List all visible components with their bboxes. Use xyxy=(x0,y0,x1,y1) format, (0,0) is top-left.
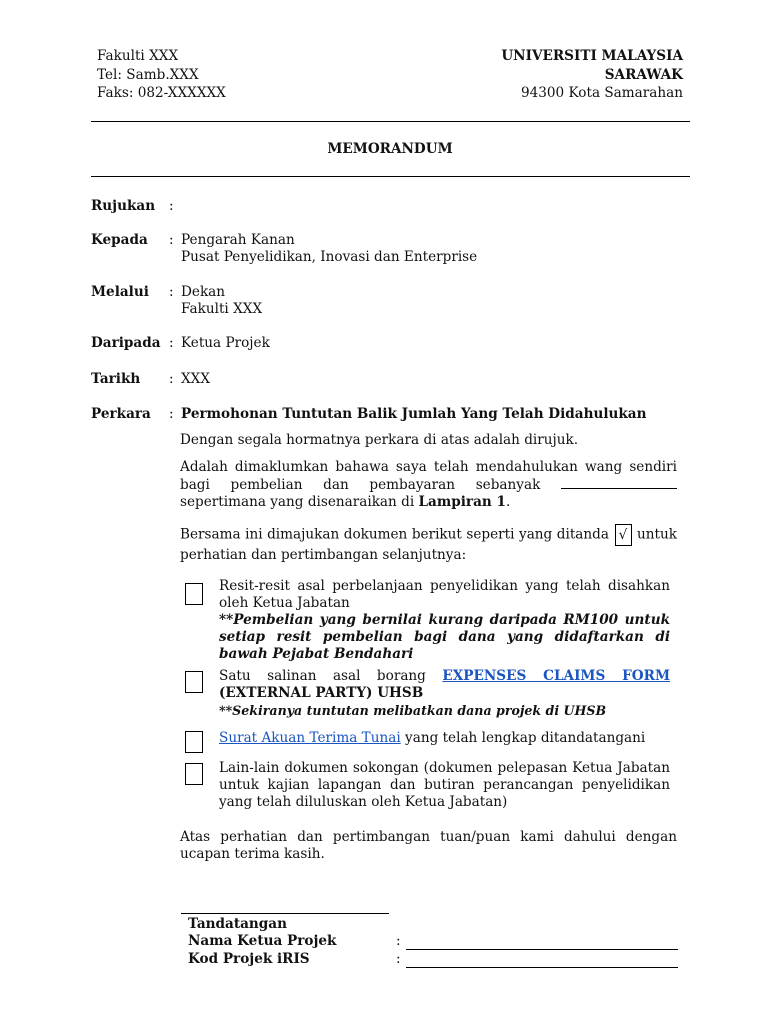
checkbox-cash-receipt[interactable] xyxy=(185,731,203,753)
university-address-block xyxy=(501,47,683,103)
kepada-value xyxy=(181,232,477,266)
intro-paragraph: Dengan segala hormatnya perkara di atas adalah dirujuk. xyxy=(180,432,579,448)
checklist-item-other-docs: Lain-lain dokumen sokongan (dokumen pelepasan Ketua Jabatan untuk kajian lapangan dan butiran perancangan penyelidikan yang telah diluluskan oleh Ketua Jabatan) xyxy=(219,760,670,810)
daripada-colon: : xyxy=(169,335,174,351)
tarikh-value: XXX xyxy=(181,371,211,387)
melalui-line: Fakulti XXX xyxy=(181,301,263,317)
documents-paragraph xyxy=(180,524,677,564)
checklist-item-receipts xyxy=(219,578,670,663)
daripada-label: Daripada xyxy=(91,335,161,351)
checkbox-receipts[interactable] xyxy=(185,583,203,605)
advance-paragraph xyxy=(180,459,677,511)
lampiran-ref: Lampiran 1 xyxy=(418,494,506,510)
expenses-text: Satu salinan asal borang xyxy=(219,668,426,684)
kepada-line: Pusat Penyelidikan, Inovasi dan Enterprise xyxy=(181,249,478,265)
perkara-colon: : xyxy=(169,406,174,422)
kepada-colon: : xyxy=(169,232,174,248)
expenses-form-party: (EXTERNAL PARTY) UHSB xyxy=(219,685,424,701)
signature-line xyxy=(181,913,389,914)
expenses-line xyxy=(219,668,670,685)
rujukan-label: Rujukan xyxy=(91,198,156,214)
period: . xyxy=(505,494,511,510)
note-prefix: ** xyxy=(219,612,234,628)
expenses-claims-form-link[interactable]: EXPENSES CLAIMS FORM xyxy=(442,668,670,684)
receipts-text: Resit-resit asal perbelanjaan penyelidikan yang telah disahkan oleh Ketua Jabatan xyxy=(219,578,670,611)
project-leader-name-field[interactable] xyxy=(406,949,678,950)
daripada-value: Ketua Projek xyxy=(181,335,270,351)
signature-label: Tandatangan xyxy=(188,916,287,932)
checkbox-other-docs[interactable] xyxy=(185,763,203,785)
expenses-note: **Sekiranya tuntutan melibatkan dana projek di UHSB xyxy=(219,703,607,718)
closing-paragraph: Atas perhatian dan pertimbangan tuan/puan kami dahului dengan ucapan terima kasih. xyxy=(180,829,677,862)
fax: Faks: 082-XXXXXX xyxy=(97,85,226,101)
melalui-line: Dekan xyxy=(181,284,226,300)
perkara-subject: Permohonan Tuntutan Balik Jumlah Yang Telah Didahulukan xyxy=(181,406,647,422)
advance-text: Adalah dimaklumkan bahawa saya telah mendahulukan wang sendiri bagi pembelian dan pembayaran sebanyak xyxy=(180,459,677,493)
header-divider-bottom xyxy=(91,176,690,177)
surat-akuan-link[interactable]: Surat Akuan Terima Tunai xyxy=(219,730,401,746)
memo-title: MEMORANDUM xyxy=(327,141,453,157)
faculty-address-block xyxy=(97,47,226,103)
documents-text-cont: untuk perhatian dan pertimbangan selanjutnya: xyxy=(180,526,677,563)
receipts-note-text: Pembelian yang bernilai kurang daripada RM100 untuk setiap resit pembelian bagi dana yang didaftarkan di bawah Pejabat Bendahari xyxy=(219,612,670,662)
tarikh-colon: : xyxy=(169,371,174,387)
receipts-note xyxy=(219,612,670,663)
header-divider-top xyxy=(91,121,690,122)
perkara-label: Perkara xyxy=(91,406,151,422)
checklist-item-expenses-form xyxy=(219,668,670,719)
name-colon: : xyxy=(396,933,401,949)
tarikh-label: Tarikh xyxy=(91,371,141,387)
telephone: Tel: Samb.XXX xyxy=(97,66,199,83)
checkbox-expenses-form[interactable] xyxy=(185,671,203,693)
melalui-label: Melalui xyxy=(91,284,149,300)
university-name-line2: SARAWAK xyxy=(604,66,683,83)
melalui-colon: : xyxy=(169,284,174,300)
iris-code-label: Kod Projek iRIS xyxy=(188,951,310,967)
documents-text: Bersama ini dimajukan dokumen berikut seperti yang ditanda xyxy=(180,526,609,543)
checklist-item-cash-receipt xyxy=(219,730,670,747)
iris-code-field[interactable] xyxy=(406,967,678,968)
code-colon: : xyxy=(396,951,401,967)
kepada-line: Pengarah Kanan xyxy=(181,232,295,248)
rujukan-colon: : xyxy=(169,198,174,214)
project-leader-name-label: Nama Ketua Projek xyxy=(188,933,337,949)
university-city: 94300 Kota Samarahan xyxy=(520,85,683,101)
cash-receipt-text: yang telah lengkap ditandatangani xyxy=(405,730,646,746)
tick-box-sample: √ xyxy=(615,524,632,546)
amount-blank xyxy=(561,476,677,489)
kepada-label: Kepada xyxy=(91,232,148,248)
melalui-value xyxy=(181,284,262,318)
university-name-line1: UNIVERSITI MALAYSIA xyxy=(501,48,683,64)
faculty-name: Fakulti XXX xyxy=(97,48,179,64)
advance-text-cont: sepertimana yang disenaraikan di xyxy=(180,494,415,510)
